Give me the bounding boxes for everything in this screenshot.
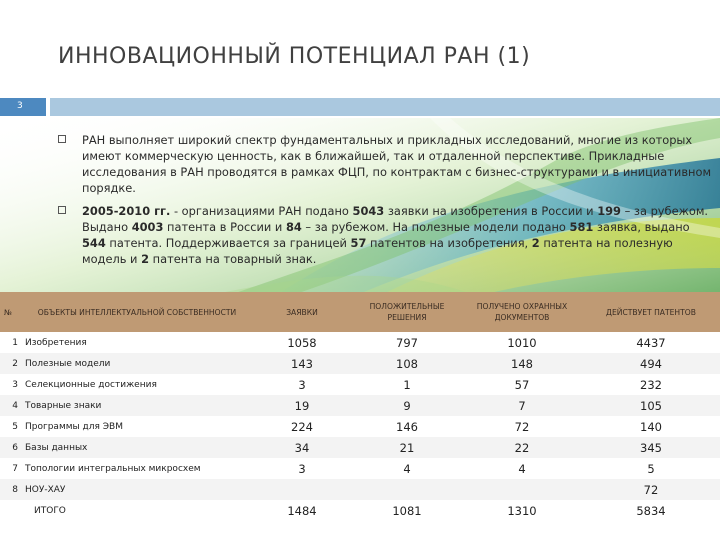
row-received: 72 (462, 416, 582, 437)
table-row (0, 479, 720, 500)
row-applications: 143 (252, 353, 352, 374)
row-num: 3 (0, 374, 22, 395)
row-positive: 9 (352, 395, 462, 416)
text-run: заявки на изобретения в России и (384, 204, 598, 218)
bullet-lead: 2005-2010 гг. (82, 204, 171, 218)
table-row (0, 332, 720, 353)
row-name: Товарные знаки (22, 395, 252, 416)
row-name: Изобретения (22, 332, 252, 353)
row-received: 148 (462, 353, 582, 374)
table-row (0, 353, 720, 374)
total-label: ИТОГО (22, 500, 252, 521)
row-applications: 1058 (252, 332, 352, 353)
row-num: 2 (0, 353, 22, 374)
slide-number-bar (0, 98, 46, 116)
total-positive: 1081 (352, 500, 462, 521)
ip-table (0, 292, 720, 521)
table-row (0, 395, 720, 416)
row-num: 6 (0, 437, 22, 458)
text-run: патента на полезную модель и (82, 236, 673, 266)
text-run: патента в России и (163, 220, 286, 234)
bold-number: 84 (285, 220, 302, 234)
row-num: 7 (0, 458, 22, 479)
row-num: 8 (0, 479, 22, 500)
row-applications (252, 479, 352, 500)
text-run: – за рубежом. Выдано (82, 204, 709, 234)
table-row (0, 416, 720, 437)
bullet-text: РАН выполняет широкий спектр фундаментальных и прикладных исследований, многие из которых имеют коммерческую ценность, как в ближайшей, так и отдаленной перспективе. Прикладные исследования в РАН проводятся в рамках ФЦП, по контрактам с бизнес-структурами и в инициативном порядке. (82, 133, 712, 195)
row-name: Базы данных (22, 437, 252, 458)
row-num: 4 (0, 395, 22, 416)
table-total-row (0, 500, 720, 521)
total-received: 1310 (462, 500, 582, 521)
row-active: 140 (582, 416, 720, 437)
row-active: 4437 (582, 332, 720, 353)
bold-number: 544 (82, 236, 106, 250)
bold-number: 57 (350, 236, 367, 250)
row-positive: 1 (352, 374, 462, 395)
row-active: 72 (582, 479, 720, 500)
table-row (0, 458, 720, 479)
accent-bar (50, 98, 720, 116)
row-applications: 224 (252, 416, 352, 437)
header-active: ДЕЙСТВУЕТ ПАТЕНТОВ (582, 292, 720, 332)
total-applications: 1484 (252, 500, 352, 521)
row-received: 22 (462, 437, 582, 458)
row-active: 494 (582, 353, 720, 374)
row-received: 4 (462, 458, 582, 479)
table-header-row (0, 292, 720, 332)
bold-number: 2 (531, 236, 540, 250)
row-applications: 19 (252, 395, 352, 416)
row-active: 5 (582, 458, 720, 479)
square-bullet-icon (58, 135, 66, 143)
row-positive: 4 (352, 458, 462, 479)
row-positive (352, 479, 462, 500)
row-received: 1010 (462, 332, 582, 353)
table-row (0, 437, 720, 458)
header-object: ОБЪЕКТЫ ИНТЕЛЛЕКТУАЛЬНОЙ СОБСТВЕННОСТИ (22, 292, 252, 332)
row-active: 105 (582, 395, 720, 416)
row-num: 1 (0, 332, 22, 353)
bold-number: 2 (141, 252, 150, 266)
bold-number: 199 (597, 204, 621, 218)
slide-title: ИННОВАЦИОННЫЙ ПОТЕНЦИАЛ РАН (1) (58, 44, 531, 69)
row-name: Селекционные достижения (22, 374, 252, 395)
row-applications: 3 (252, 374, 352, 395)
text-run: - организациями РАН подано (170, 204, 353, 218)
table-row (0, 374, 720, 395)
row-active: 232 (582, 374, 720, 395)
header-received: ПОЛУЧЕНО ОХРАННЫХ ДОКУМЕНТОВ (462, 292, 582, 332)
row-received: 57 (462, 374, 582, 395)
slide-number: 3 (17, 101, 23, 111)
row-positive: 21 (352, 437, 462, 458)
text-run: патента. Поддерживается за границей (105, 236, 351, 250)
row-positive: 146 (352, 416, 462, 437)
row-name: НОУ-ХАУ (22, 479, 252, 500)
total-num (0, 500, 22, 521)
text-run: патентов на изобретения, (366, 236, 532, 250)
row-num: 5 (0, 416, 22, 437)
header-num: № (0, 292, 22, 332)
text-run: заявка, выдано (593, 220, 690, 234)
row-positive: 108 (352, 353, 462, 374)
header-applications: ЗАЯВКИ (252, 292, 352, 332)
text-run: патента на товарный знак. (149, 252, 317, 266)
row-name: Топологии интегральных микросхем (22, 458, 252, 479)
bold-number: 581 (569, 220, 594, 234)
row-positive: 797 (352, 332, 462, 353)
row-active: 345 (582, 437, 720, 458)
bold-number: 5043 (352, 204, 385, 218)
square-bullet-icon (58, 206, 66, 214)
bullet-list (56, 132, 716, 274)
text-run: – за рубежом. На полезные модели подано (301, 220, 570, 234)
row-name: Программы для ЭВМ (22, 416, 252, 437)
row-name: Полезные модели (22, 353, 252, 374)
bullet-item (56, 132, 716, 196)
row-applications: 34 (252, 437, 352, 458)
row-applications: 3 (252, 458, 352, 479)
bold-number: 4003 (131, 220, 164, 234)
header-positive: ПОЛОЖИТЕЛЬНЫЕ РЕШЕНИЯ (352, 292, 462, 332)
row-received: 7 (462, 395, 582, 416)
total-active: 5834 (582, 500, 720, 521)
bullet-item (56, 203, 716, 267)
row-received (462, 479, 582, 500)
bullet-text (82, 204, 708, 266)
